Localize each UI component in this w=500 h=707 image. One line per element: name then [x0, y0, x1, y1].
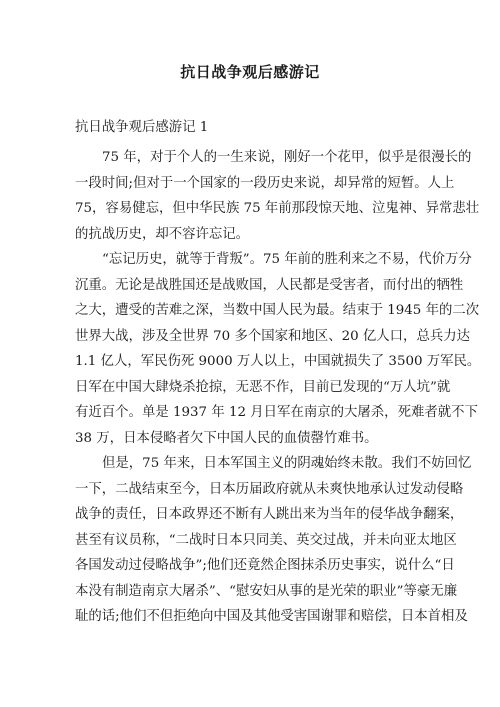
body-text-line: 38 万，日本侵略者欠下中国人民的血债罄竹难书。 — [75, 430, 378, 446]
body-text-line: 一段时间;但对于一个国家的一段历史来说，却异常的短暂。人上 — [75, 175, 455, 191]
body-text-line: 之大，遭受的苦难之深，当数中国人民为最。结束于 1945 年的二次 — [75, 303, 480, 318]
body-text-line: 一下，二战结束至今，日本历届政府就从未爽快地承认过发动侵略 — [75, 481, 464, 497]
body-text-line: 有近百个。单是 1937 年 12 月日军在南京的大屠杀，死难者就不下 — [75, 405, 478, 420]
document-body — [75, 145, 481, 630]
section-subheading: 抗日战争观后感游记 1 — [75, 120, 209, 135]
body-text-line: 日军在中国大肆烧杀抢掠，无恶不作，目前已发现的“万人坑”就 — [75, 379, 451, 395]
body-text-line: 甚至有议员称，“二战时日本只同美、英交过战，并未向亚太地区 — [75, 532, 457, 548]
body-text-line: 战争的责任，日本政界还不断有人跳出来为当年的侵华战争翻案， — [75, 507, 464, 522]
body-text-line: 本没有制造南京大屠杀”、“慰安妇从事的是光荣的职业”等豪无廉 — [75, 583, 458, 599]
body-text-line: 75 年，对于个人的一生来说，刚好一个花甲，似乎是很漫长的 — [102, 150, 472, 165]
body-text-line: 1.1 亿人，军民伤死 9000 万人以上，中国就损失了 3500 万军民。 — [75, 354, 481, 369]
body-text-line: 但是，75 年来，日本军国主义的阴魂始终未散。我们不妨回忆 — [102, 456, 472, 471]
document-title: 抗日战争观后感游记 — [180, 63, 320, 81]
body-text-line: “忘记历史，就等于背叛”。75 年前的胜利来之不易，代价万分 — [102, 252, 472, 267]
body-text-line: 各国发动过侵略战争”;他们还竟然企图抹杀历史事实，说什么“日 — [75, 558, 455, 573]
body-text-line: 耻的话;他们不但拒绝向中国及其他受害国谢罪和赔偿，日本首相及 — [75, 609, 468, 624]
body-text-line: 世界大战，涉及全世界 70 多个国家和地区、20 亿人口，总兵力达 — [75, 328, 471, 344]
body-text-line: 沉重。无论是战胜国还是战败国，人民都是受害者，而付出的牺牲 — [75, 277, 464, 293]
body-text-line: 75，容易健忘，但中华民族 75 年前那段惊天地、泣鬼神、异常悲壮 — [75, 201, 480, 216]
body-text-line: 的抗战历史，却不容许忘记。 — [75, 226, 250, 242]
